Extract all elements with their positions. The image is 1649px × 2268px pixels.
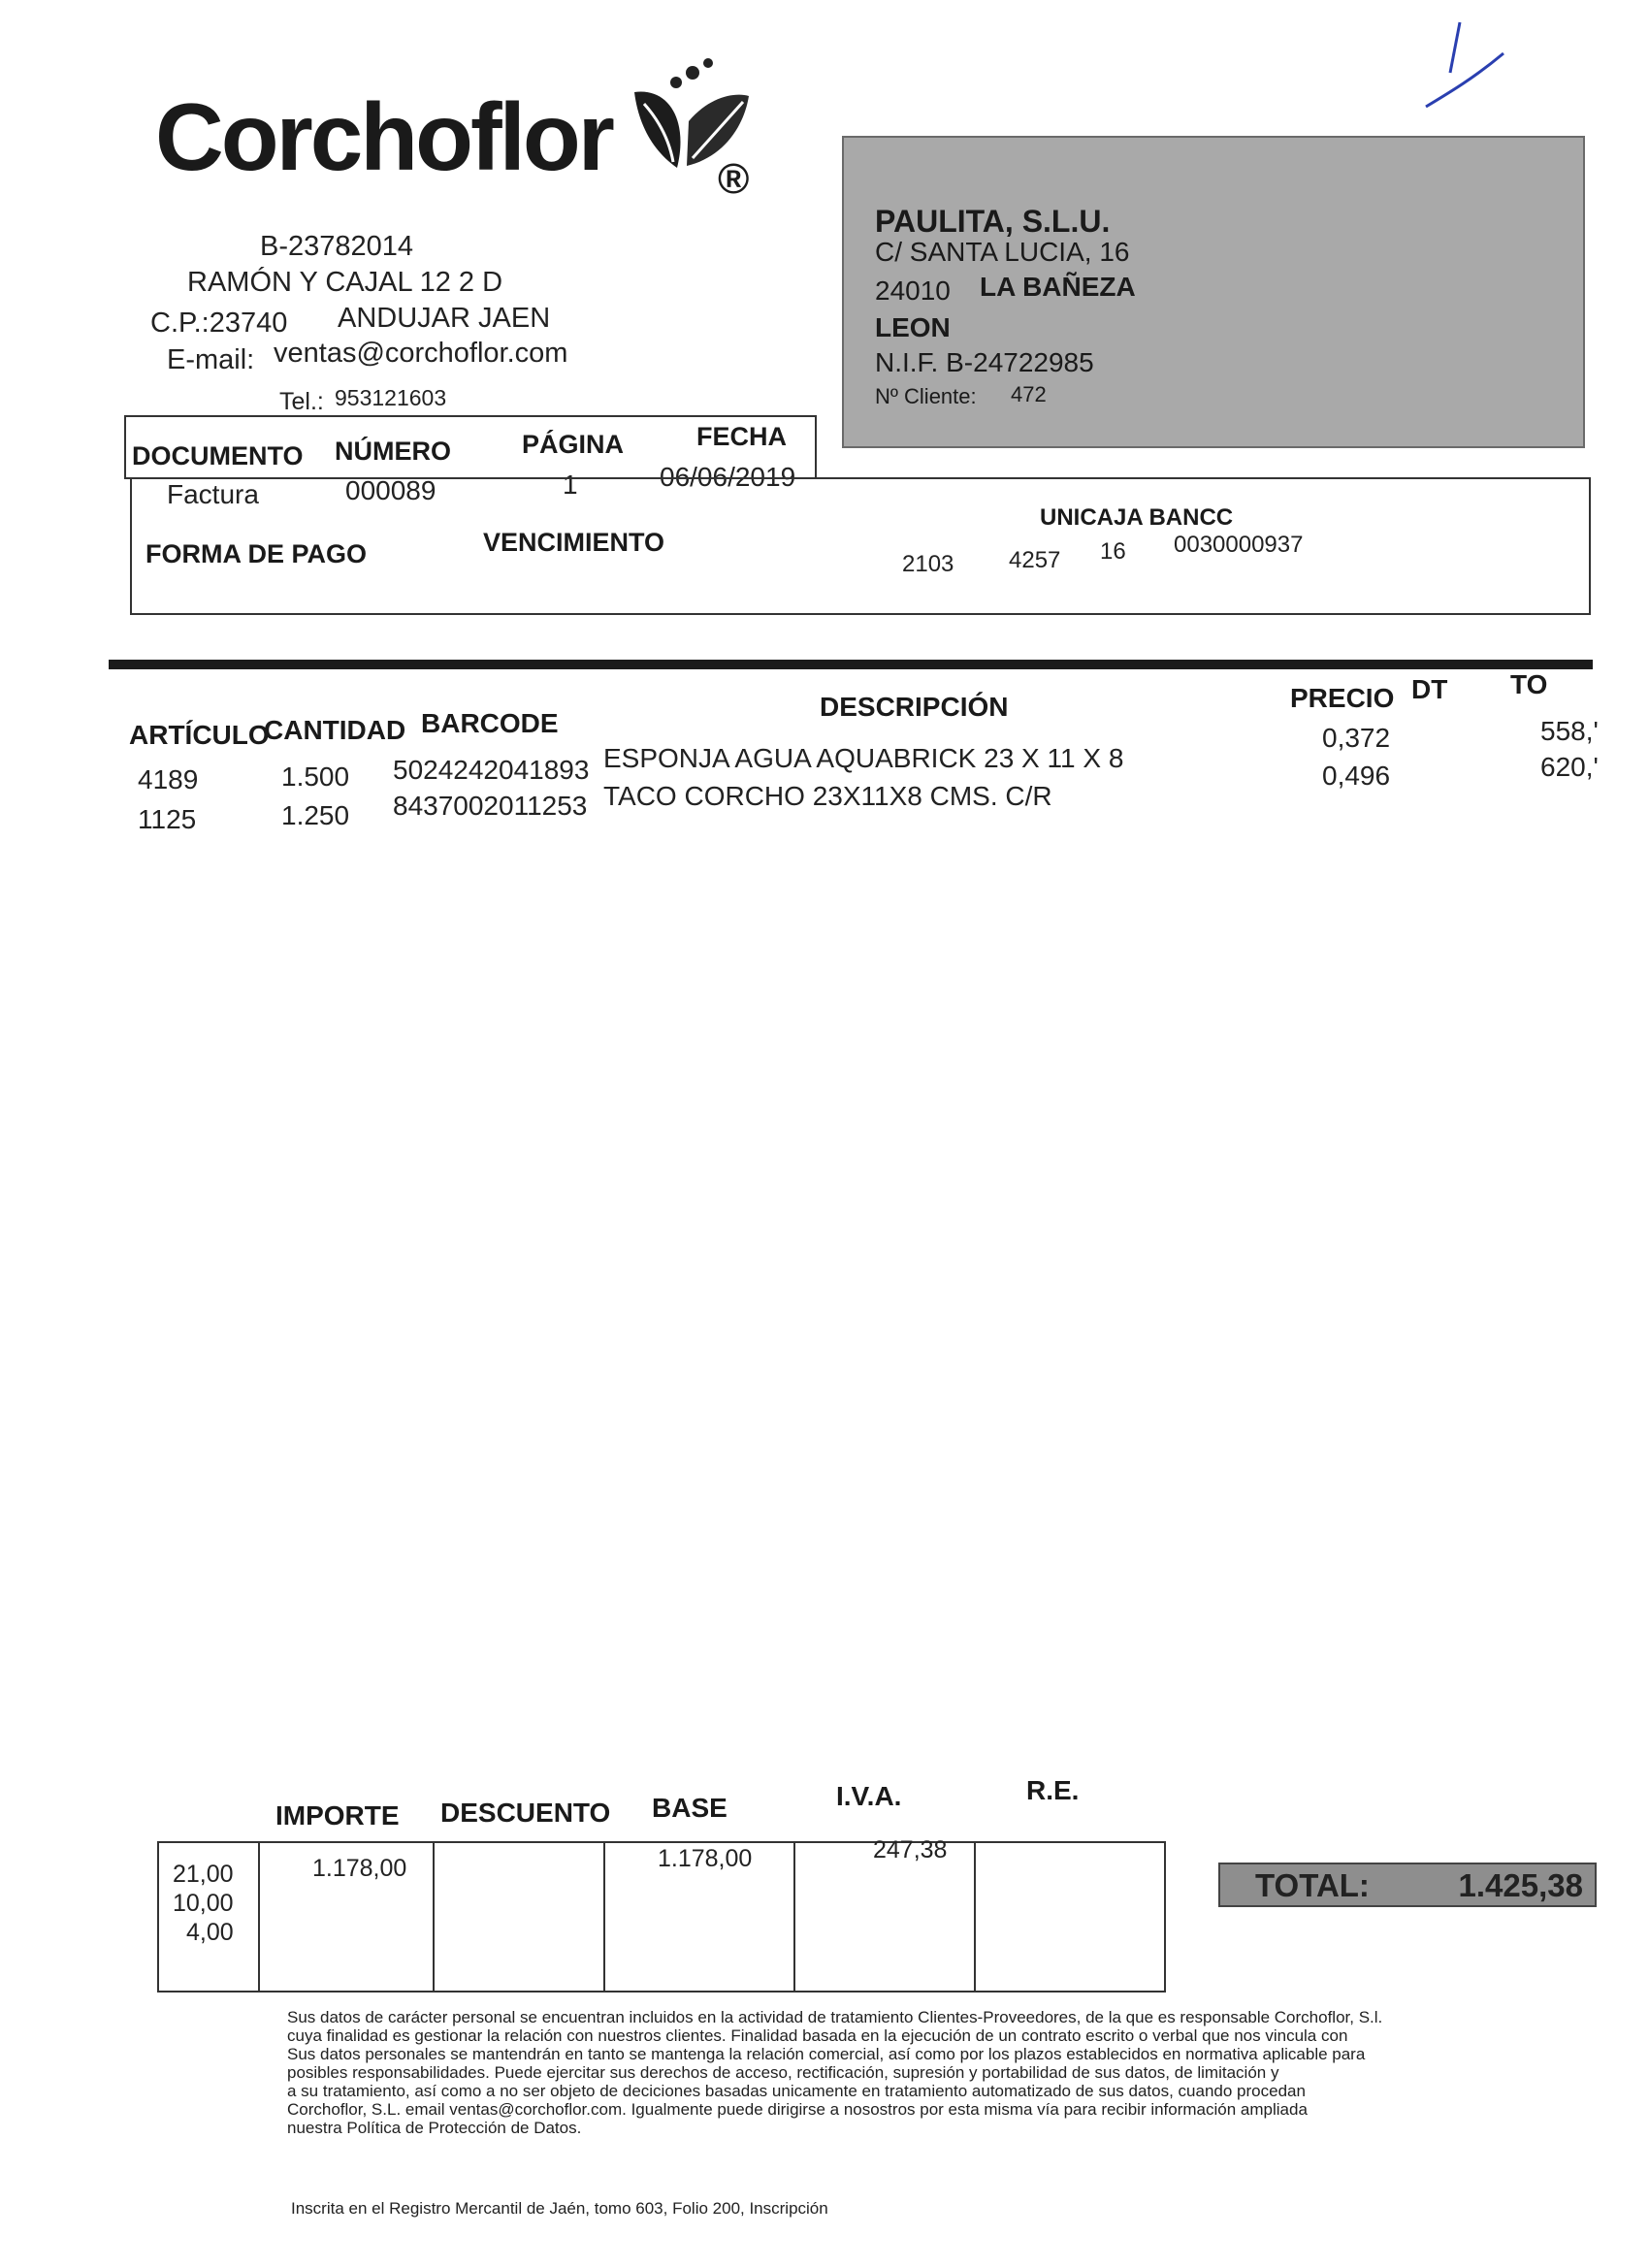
seller-tel: 953121603: [335, 385, 447, 410]
customer-nif: N.I.F. B-24722985: [875, 347, 1094, 377]
totals-header-re: R.E.: [1026, 1775, 1080, 1805]
seller-email-label: E-mail:: [167, 344, 255, 375]
due-date-label: VENCIMIENTO: [483, 528, 665, 557]
privacy-notice-line: Sus datos personales se mantendrán en tanto se mantenga la relación comercial, así como por los plazos establecidos en normativa aplicable para: [287, 2045, 1366, 2063]
privacy-notice-line: posibles responsabilidades. Puede ejercitar sus derechos de acceso, rectificación, supresión y portabilidad de sus datos, de limitación y: [287, 2063, 1279, 2082]
handwritten-mark-icon: [1421, 15, 1508, 116]
column-header-article: ARTÍCULO: [129, 720, 270, 750]
totals-header-descuento: DESCUENTO: [440, 1798, 611, 1828]
privacy-notice-line: cuya finalidad es gestionar la relación con nuestros clientes. Finalidad basada en la ejecución de un contrato escrito o verbal que nos vincula con: [287, 2026, 1348, 2045]
importe-value: 1.178,00: [312, 1855, 407, 1882]
item-article: 1125: [138, 804, 197, 834]
item-description: ESPONJA AGUA AQUABRICK 23 X 11 X 8: [603, 743, 1124, 773]
item-total: 620,': [1540, 752, 1599, 782]
privacy-notice-line: Sus datos de carácter personal se encuentran incluidos en la actividad de tratamiento Clientes-Proveedores, de la que es responsable Corchoflor, S.l.: [287, 2008, 1383, 2026]
column-header-total: TO: [1510, 669, 1548, 699]
document-date-header: FECHA: [696, 422, 787, 451]
customer-number-label: Nº Cliente:: [875, 384, 977, 408]
seller-tax-id: B-23782014: [260, 231, 414, 262]
grand-total-box: [1218, 1863, 1597, 1907]
tax-rate: 10,00: [173, 1890, 234, 1917]
privacy-notice-line: nuestra Política de Protección de Datos.: [287, 2119, 582, 2137]
item-total: 558,': [1540, 716, 1599, 746]
payment-method-label: FORMA DE PAGO: [146, 539, 367, 568]
registered-mark: ®: [718, 155, 750, 203]
privacy-notice: [287, 2008, 1451, 2137]
privacy-notice-line: a su tratamiento, así como a no ser objeto de deciciones basadas unicamente en tratamiento automatizado de sus datos, cuando procedan: [287, 2082, 1306, 2100]
seller-city: ANDUJAR JAEN: [338, 303, 551, 334]
item-price: 0,372: [1322, 723, 1391, 753]
tax-rate: 4,00: [186, 1919, 234, 1946]
bank-account: 0030000937: [1174, 532, 1304, 558]
customer-name: PAULITA, S.L.U.: [875, 204, 1111, 239]
column-header-price: PRECIO: [1290, 683, 1395, 713]
document-page-header: PÁGINA: [522, 430, 625, 459]
item-quantity: 1.500: [281, 761, 350, 792]
section-divider: [109, 660, 1593, 669]
item-barcode: 5024242041893: [393, 755, 590, 785]
iva-value: 247,38: [873, 1836, 948, 1863]
seller-email: ventas@corchoflor.com: [274, 338, 568, 369]
base-value: 1.178,00: [658, 1845, 753, 1872]
document-type-header: DOCUMENTO: [132, 441, 304, 470]
document-date-value: 06/06/2019: [660, 462, 796, 492]
column-header-barcode: BARCODE: [421, 708, 559, 738]
document-number-header: NÚMERO: [335, 437, 451, 466]
totals-header-base: BASE: [652, 1793, 728, 1823]
bank-office: 4257: [1009, 547, 1061, 573]
item-article: 4189: [138, 764, 199, 794]
registry-note: Inscrita en el Registro Mercantil de Jaén, tomo 603, Folio 200, Inscripción: [291, 2199, 828, 2218]
column-header-quantity: CANTIDAD: [264, 715, 406, 745]
seller-address: RAMÓN Y CAJAL 12 2 D: [187, 267, 503, 298]
document-type-value: Factura: [167, 479, 259, 509]
item-price: 0,496: [1322, 761, 1391, 791]
tax-rate: 21,00: [173, 1861, 234, 1888]
grand-total-label: TOTAL:: [1255, 1867, 1370, 1903]
bank-control: 16: [1100, 538, 1126, 565]
item-description: TACO CORCHO 23X11X8 CMS. C/R: [603, 781, 1052, 811]
company-logo-text: Corchoflor: [155, 83, 612, 190]
totals-header-iva: I.V.A.: [836, 1781, 902, 1811]
seller-postal-code: C.P.:23740: [150, 308, 288, 339]
customer-postal-code: 24010: [875, 275, 951, 306]
document-page-value: 1: [563, 470, 578, 500]
item-barcode: 8437002011253: [393, 791, 588, 821]
customer-town: LA BAÑEZA: [980, 272, 1136, 302]
column-header-discount: DT: [1411, 674, 1448, 704]
grand-total-value: 1.425,38: [1458, 1867, 1583, 1903]
column-header-description: DESCRIPCIÓN: [820, 692, 1009, 722]
document-number-value: 000089: [345, 475, 436, 505]
customer-street: C/ SANTA LUCIA, 16: [875, 237, 1130, 267]
bank-name: UNICAJA BANCC: [1040, 504, 1234, 531]
customer-province: LEON: [875, 312, 951, 342]
bank-entity: 2103: [902, 551, 954, 577]
privacy-notice-line: Corchoflor, S.L. email ventas@corchoflor.com. Igualmente puede dirigirse a nosostros por esta misma vía para recibir información ampliada: [287, 2100, 1308, 2119]
customer-address-box: [842, 136, 1585, 448]
seller-tel-label: Tel.:: [279, 388, 324, 415]
item-quantity: 1.250: [281, 800, 350, 830]
customer-number: 472: [1011, 382, 1047, 406]
totals-header-importe: IMPORTE: [275, 1800, 400, 1831]
